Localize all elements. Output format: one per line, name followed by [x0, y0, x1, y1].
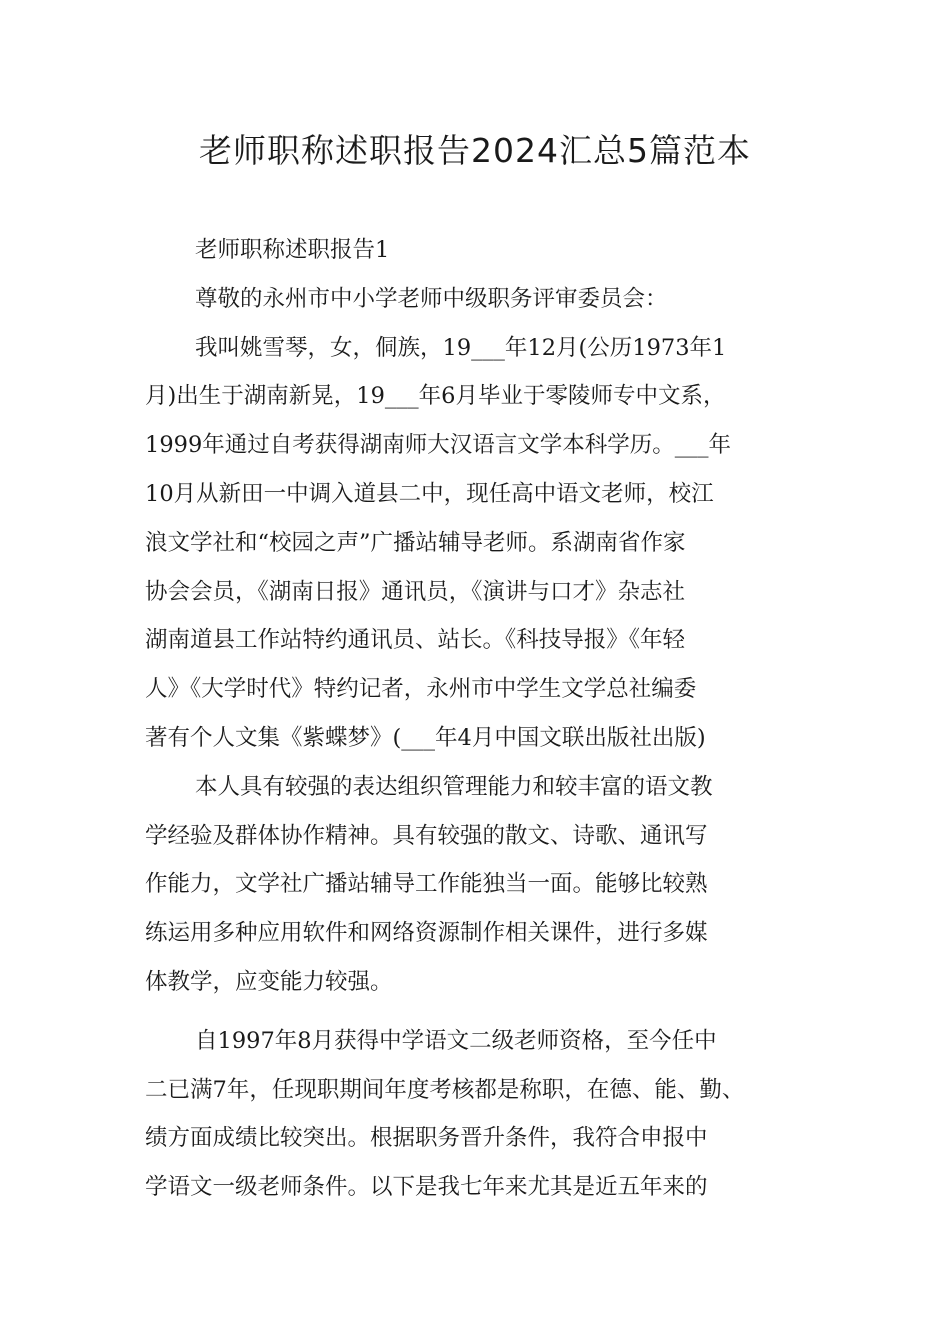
- paragraph-gap: [145, 1007, 813, 1017]
- document-body: [145, 226, 813, 1212]
- paragraph-line: 浪文学社和“校园之声”广播站辅导老师。系湖南省作家: [145, 529, 686, 556]
- paragraph-line: 湖南道县工作站特约通讯员、站长。《科技导报》《年轻: [145, 627, 686, 654]
- paragraph-line: 协会会员，《湖南日报》通讯员，《演讲与口才》杂志社: [145, 578, 686, 605]
- paragraph-line: 人》《大学时代》特约记者，永州市中学生文学总社编委: [145, 676, 697, 703]
- paragraph-line: 体教学，应变能力较强。: [145, 968, 393, 995]
- paragraph-line: 二已满7年，任现职期间年度考核都是称职，在德、能、勤、: [145, 1076, 745, 1103]
- paragraph-line: 学经验及群体协作精神。具有较强的散文、诗歌、通讯写: [145, 822, 708, 849]
- paragraph-line: 绩方面成绩比较突出。根据职务晋升条件，我符合申报中: [145, 1125, 708, 1152]
- paragraph-line: 10月从新田一中调入道县二中，现任高中语文老师，校江: [145, 480, 714, 507]
- paragraph-line: 本人具有较强的表达组织管理能力和较丰富的语文教: [195, 773, 713, 800]
- paragraph-line: 尊敬的永州市中小学老师中级职务评审委员会：: [195, 285, 668, 312]
- paragraph-line: 作能力，文学社广播站辅导工作能独当一面。能够比较熟: [145, 871, 708, 898]
- paragraph-line: 自1997年8月获得中学语文二级老师资格，至今任中: [195, 1027, 717, 1054]
- paragraph-line: 月)出生于湖南新晃，19___年6月毕业于零陵师专中文系，: [145, 383, 726, 410]
- paragraph-line: 老师职称述职报告1: [195, 237, 390, 263]
- paragraph-line: 练运用多种应用软件和网络资源制作相关课件，进行多媒: [145, 920, 708, 947]
- paragraph-line: 1999年通过自考获得湖南师大汉语言文学本科学历。___年: [145, 432, 732, 459]
- paragraph-line: 著有个人文集《紫蝶梦》(___年4月中国文联出版社出版): [145, 724, 706, 751]
- paragraph-line: 学语文一级老师条件。以下是我七年来尤其是近五年来的: [145, 1174, 708, 1201]
- document-title: 老师职称述职报告2024汇总5篇范本: [199, 131, 751, 170]
- paragraph-line: 我叫姚雪琴，女，侗族，19___年12月(公历1973年1: [195, 334, 727, 361]
